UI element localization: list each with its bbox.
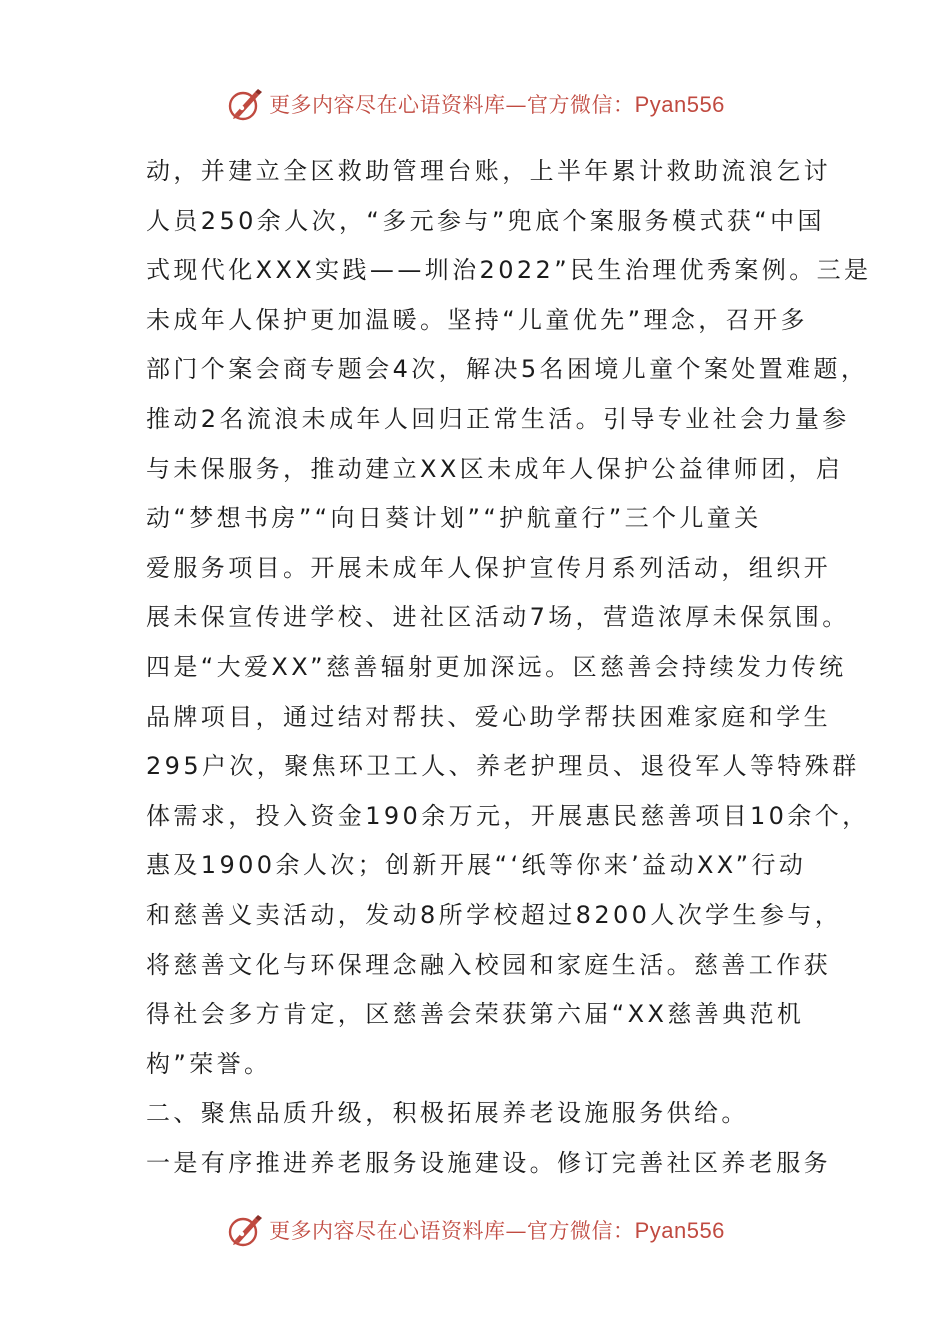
pen-circle-logo-icon — [225, 1210, 265, 1250]
text-line: 式现代化XXX实践——圳治2022”民生治理优秀案例。三是 — [146, 256, 872, 285]
text-line: 一是有序推进养老服务设施建设。修订完善社区养老服务 — [146, 1148, 831, 1177]
text-line: 人员250余人次，“多元参与”兜底个案服务模式获“中国 — [146, 206, 825, 235]
text-line: 爱服务项目。开展未成年人保护宣传月系列活动，组织开 — [146, 553, 831, 582]
text-line: 四是“大爱XX”慈善辐射更加深远。区慈善会持续发力传统 — [146, 652, 847, 681]
text-line: 动“梦想书房”“向日葵计划”“护航童行”三个儿童关 — [146, 504, 762, 533]
text-line: 展未保宣传进学校、进社区活动7场，营造浓厚未保氛围。 — [146, 603, 850, 632]
watermark-text: 更多内容尽在心语资料库—官方微信：Pyan556 — [269, 92, 725, 117]
watermark-text: 更多内容尽在心语资料库—官方微信：Pyan556 — [269, 1218, 725, 1243]
text-line: 构”荣誉。 — [146, 1049, 272, 1078]
text-line: 将慈善文化与环保理念融入校园和家庭生活。慈善工作获 — [146, 950, 831, 979]
text-line: 未成年人保护更加温暖。坚持“儿童优先”理念，召开多 — [146, 305, 808, 334]
header-watermark — [0, 82, 950, 126]
text-line: 与未保服务，推动建立XX区未成年人保护公益律师团，启 — [146, 454, 844, 483]
pen-circle-logo-icon — [225, 84, 265, 124]
text-line: 推动2名流浪未成年人回归正常生活。引导专业社会力量参 — [146, 404, 850, 433]
text-line: 品牌项目，通过结对帮扶、爱心助学帮扶困难家庭和学生 — [146, 702, 831, 731]
section-heading: 二、聚焦品质升级，积极拓展养老设施服务供给。 — [146, 1099, 749, 1128]
text-line: 动，并建立全区救助管理台账，上半年累计救助流浪乞讨 — [146, 157, 831, 185]
text-line: 和慈善义卖活动，发动8所学校超过8200人次学生参与， — [146, 900, 843, 929]
footer-watermark — [0, 1208, 950, 1252]
text-line: 惠及1900余人次；创新开展“‘纸等你来’益动XX”行动 — [146, 851, 807, 880]
document-body — [146, 147, 872, 1188]
text-line: 部门个案会商专题会4次，解决5名困境儿童个案处置难题， — [146, 355, 869, 384]
text-line: 得社会多方肯定，区慈善会荣获第六届“XX慈善典范机 — [146, 1000, 805, 1029]
text-line: 体需求，投入资金190余万元，开展惠民慈善项目10余个， — [146, 801, 870, 830]
text-line: 295户次，聚焦环卫工人、养老护理员、退役军人等特殊群 — [146, 752, 860, 781]
